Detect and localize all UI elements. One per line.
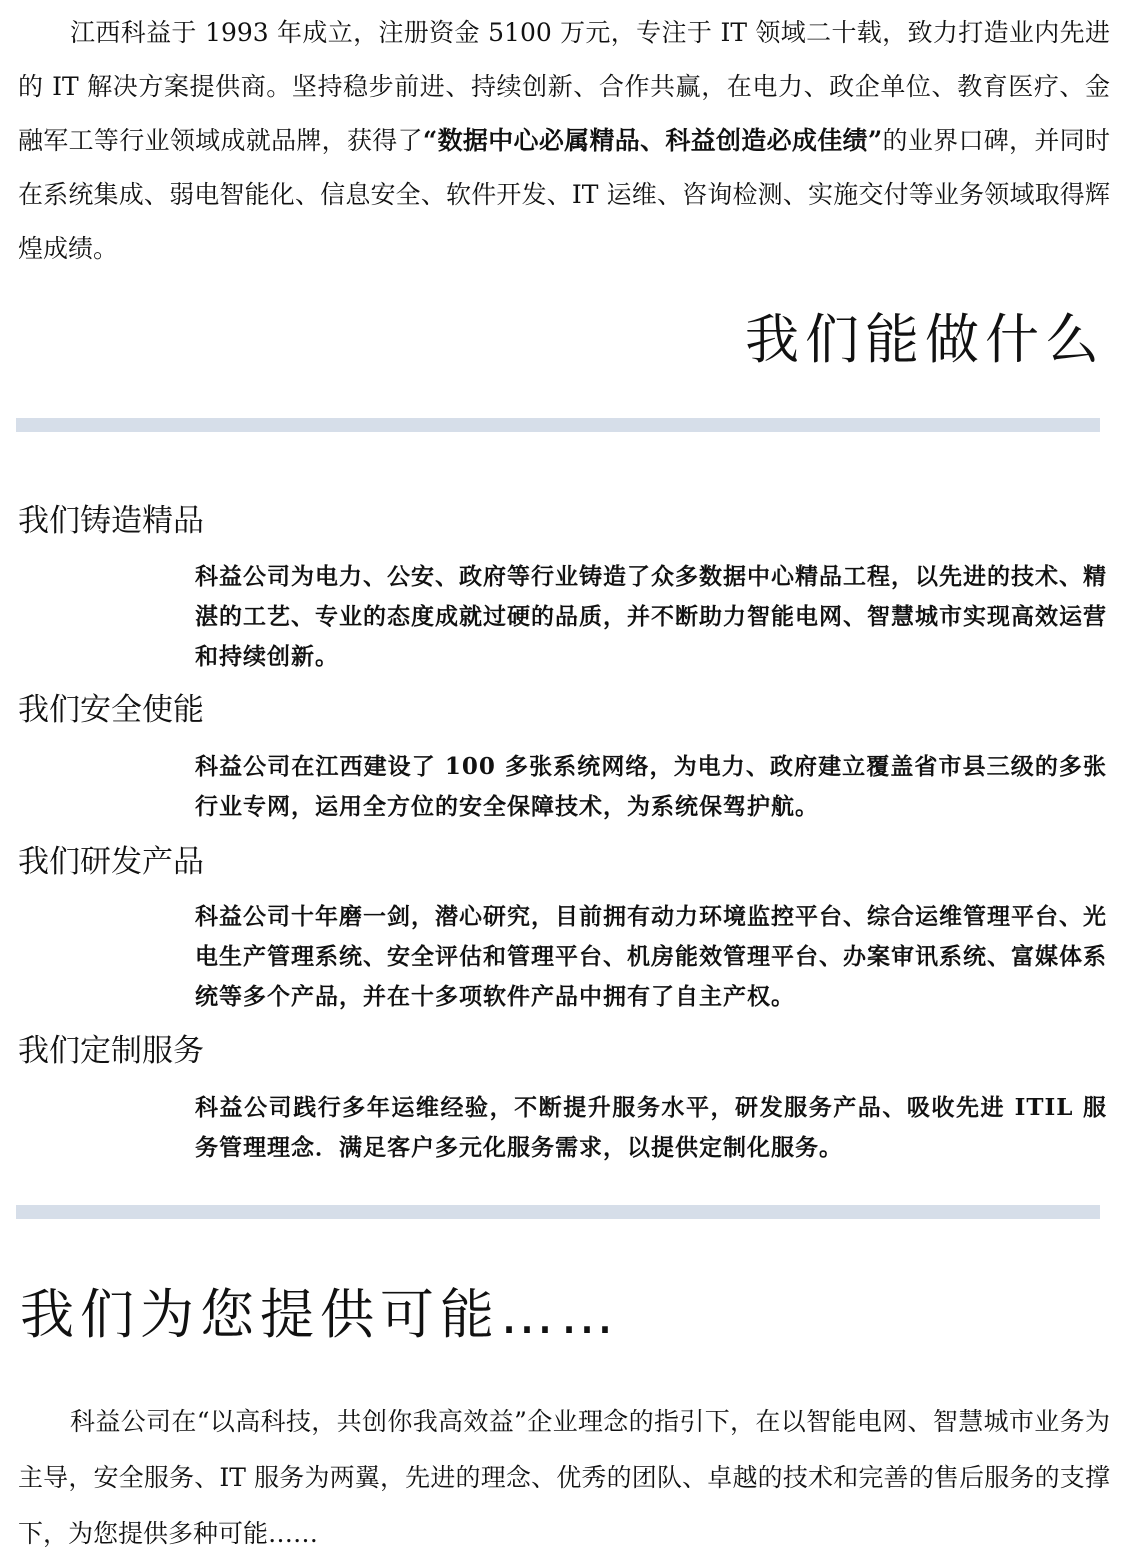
section-divider-top [16, 418, 1100, 432]
section-body-services: 科益公司践行多年运维经验，不断提升服务水平，研发服务产品、吸收先进 ITIL 服务管理理念．满足客户多元化服务需求，以提供定制化服务。 [195, 1094, 1107, 1161]
section-title-security: 我们安全使能 [18, 692, 204, 728]
intro-paragraph [18, 6, 1110, 276]
possibilities-paragraph: 科益公司在“以高科技，共创你我高效益”企业理念的指引下，在以智能电网、智慧城市业务为主导，安全服务、IT 服务为两翼，先进的理念、优秀的团队、卓越的技术和完善的售后服务的支撑下，为您提供多种可能…… [18, 1407, 1110, 1548]
intro-text-part2: 的业界口碑，并同时在系统集成、弱电智能化、信息安全、软件开发、IT 运维、咨询检测、实施交付等业务领域取得辉煌成绩。 [18, 126, 1110, 263]
possibilities-title: 我们为您提供可能…… [20, 1283, 620, 1346]
section-title-craft: 我们铸造精品 [18, 503, 204, 539]
intro-text-part1: 江西科益于 1993 年成立，注册资金 5100 万元，专注于 IT 领域二十载，致力打造业内先进的 IT 解决方案提供商。坚持稳步前进、持续创新、合作共赢，在电力、政企单位、教育医疗、金融军工等行业领域成就品牌，获得了 [18, 18, 1110, 155]
section-title-services: 我们定制服务 [18, 1033, 204, 1069]
intro-highlight: “数据中心必属精品、科益创造必成佳绩” [422, 126, 883, 155]
section-body-craft: 科益公司为电力、公安、政府等行业铸造了众多数据中心精品工程，以先进的技术、精湛的工艺、专业的态度成就过硬的品质，并不断助力智能电网、智慧城市实现高效运营和持续创新。 [195, 563, 1107, 670]
section-body-products: 科益公司十年磨一剑，潜心研究，目前拥有动力环境监控平台、综合运维管理平台、光电生产管理系统、安全评估和管理平台、机房能效管理平台、办案审讯系统、富媒体系统等多个产品，并在十多项软件产品中拥有了自主产权。 [195, 903, 1107, 1010]
section-title-products: 我们研发产品 [18, 844, 204, 880]
section-divider-bottom [16, 1205, 1100, 1219]
section-body-security: 科益公司在江西建设了 100 多张系统网络，为电力、政府建立覆盖省市县三级的多张行业专网，运用全方位的安全保障技术，为系统保驾护航。 [195, 753, 1107, 820]
what-we-do-title: 我们能做什么 [745, 308, 1105, 371]
